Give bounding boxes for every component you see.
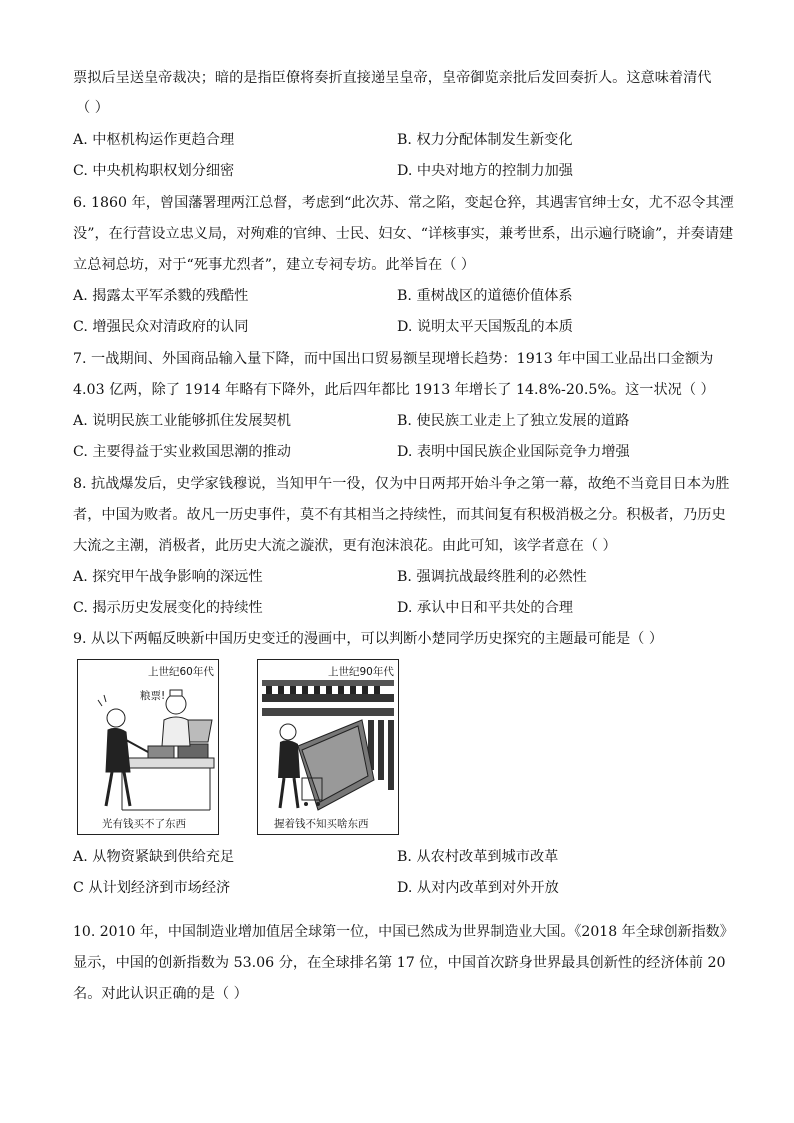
cartoon-1960s bbox=[77, 659, 219, 835]
q7-option-d[interactable]: D. 表明中国民族企业国际竞争力增强 bbox=[397, 444, 630, 460]
q6-option-b[interactable]: B. 重树战区的道德价值体系 bbox=[397, 288, 573, 304]
cartoon-1960s-era-label: 上世纪60年代 bbox=[148, 666, 214, 678]
q9-option-a[interactable]: A. 从物资紧缺到供给充足 bbox=[73, 849, 235, 865]
q5-option-b[interactable]: B. 权力分配体制发生新变化 bbox=[397, 132, 573, 148]
q5-option-a[interactable]: A. 中枢机构运作更趋合理 bbox=[73, 132, 235, 148]
cartoon-1990s-era-label: 上世纪90年代 bbox=[328, 666, 394, 678]
q6-text-line: 6. 1860 年，曾国藩署理两江总督，考虑到“此次苏、常之陷，变起仓猝，其遇害官绅士女，尤不忍令其湮 bbox=[73, 195, 734, 211]
cartoon-1960s-speech-bubble: 粮票! bbox=[140, 690, 166, 702]
q7-option-a[interactable]: A. 说明民族工业能够抓住发展契机 bbox=[73, 413, 291, 429]
q6-option-d[interactable]: D. 说明太平天国叛乱的本质 bbox=[397, 319, 573, 335]
cartoon-1990s-drawing bbox=[258, 660, 398, 834]
q5-answer-blank: （ ） bbox=[76, 100, 109, 116]
q7-text-line: 7. 一战期间、外国商品输入量下降，而中国出口贸易额呈现增长趋势：1913 年中国工业品出口金额为 bbox=[73, 351, 714, 367]
cartoon-1960s-caption: 光有钱买不了东西 bbox=[102, 818, 186, 830]
cartoon-1990s-caption: 握着钱不知买啥东西 bbox=[274, 818, 369, 830]
q10-text-line: 名。对此认识正确的是（ ） bbox=[73, 986, 248, 1002]
q8-text-line: 者，中国为败者。故凡一历史事件，莫不有其相当之持续性，而其间复有积极消极之分。积极者，乃历史 bbox=[73, 507, 726, 523]
q6-text-line: 没”，在行营设立忠义局，对殉难的官绅、士民、妇女、“详核事实，兼考世系，出示遍行晓谕”，并奏请建 bbox=[73, 226, 734, 242]
cartoon-1990s bbox=[257, 659, 399, 835]
q7-option-b[interactable]: B. 使民族工业走上了独立发展的道路 bbox=[397, 413, 630, 429]
q9-text-line: 9. 从以下两幅反映新中国历史变迁的漫画中，可以判断小楚同学历史探究的主题最可能是（ ） bbox=[73, 631, 664, 647]
q9-option-c[interactable]: C 从计划经济到市场经济 bbox=[73, 880, 231, 896]
q5-option-d[interactable]: D. 中央对地方的控制力加强 bbox=[397, 163, 573, 179]
q8-option-a[interactable]: A. 探究甲午战争影响的深远性 bbox=[73, 569, 263, 585]
q10-text-line: 显示，中国的创新指数为 53.06 分，在全球排名第 17 位，中国首次跻身世界最具创新性的经济体前 20 bbox=[73, 955, 726, 971]
q5-text-line: 票拟后呈送皇帝裁决；暗的是指臣僚将奏折直接递呈皇帝，皇帝御览亲批后发回奏折人。这意味着清代 bbox=[73, 70, 712, 86]
cartoon-1960s-drawing bbox=[78, 660, 218, 834]
q8-option-d[interactable]: D. 承认中日和平共处的合理 bbox=[397, 600, 573, 616]
q8-text-line: 8. 抗战爆发后，史学家钱穆说，当知甲午一役，仅为中日两邦开始斗争之第一幕，故绝不当竟目日本为胜 bbox=[73, 476, 730, 492]
q5-option-c[interactable]: C. 中央机构职权划分细密 bbox=[73, 163, 235, 179]
q6-text-line: 立总祠总坊，对于“死事尤烈者”，建立专祠专坊。此举旨在（ ） bbox=[73, 257, 476, 273]
q7-text-line: 4.03 亿两，除了 1914 年略有下降外，此后四年都比 1913 年增长了 14.8%-20.5%。这一状况（ ） bbox=[73, 382, 715, 398]
q10-text-line: 10. 2010 年，中国制造业增加值居全球第一位，中国已然成为世界制造业大国。《2018 年全球创新指数》 bbox=[73, 924, 734, 940]
q9-option-d[interactable]: D. 从对内改革到对外开放 bbox=[397, 880, 559, 896]
q6-option-a[interactable]: A. 揭露太平军杀戮的残酷性 bbox=[73, 288, 249, 304]
q8-option-b[interactable]: B. 强调抗战最终胜利的必然性 bbox=[397, 569, 587, 585]
q8-text-line: 大流之主潮，消极者，此历史大流之漩洑，更有泡沫浪花。由此可知，该学者意在（ ） bbox=[73, 538, 617, 554]
q7-option-c[interactable]: C. 主要得益于实业救国思潮的推动 bbox=[73, 444, 291, 460]
q8-option-c[interactable]: C. 揭示历史发展变化的持续性 bbox=[73, 600, 263, 616]
q9-option-b[interactable]: B. 从农村改革到城市改革 bbox=[397, 849, 559, 865]
q6-option-c[interactable]: C. 增强民众对清政府的认同 bbox=[73, 319, 249, 335]
